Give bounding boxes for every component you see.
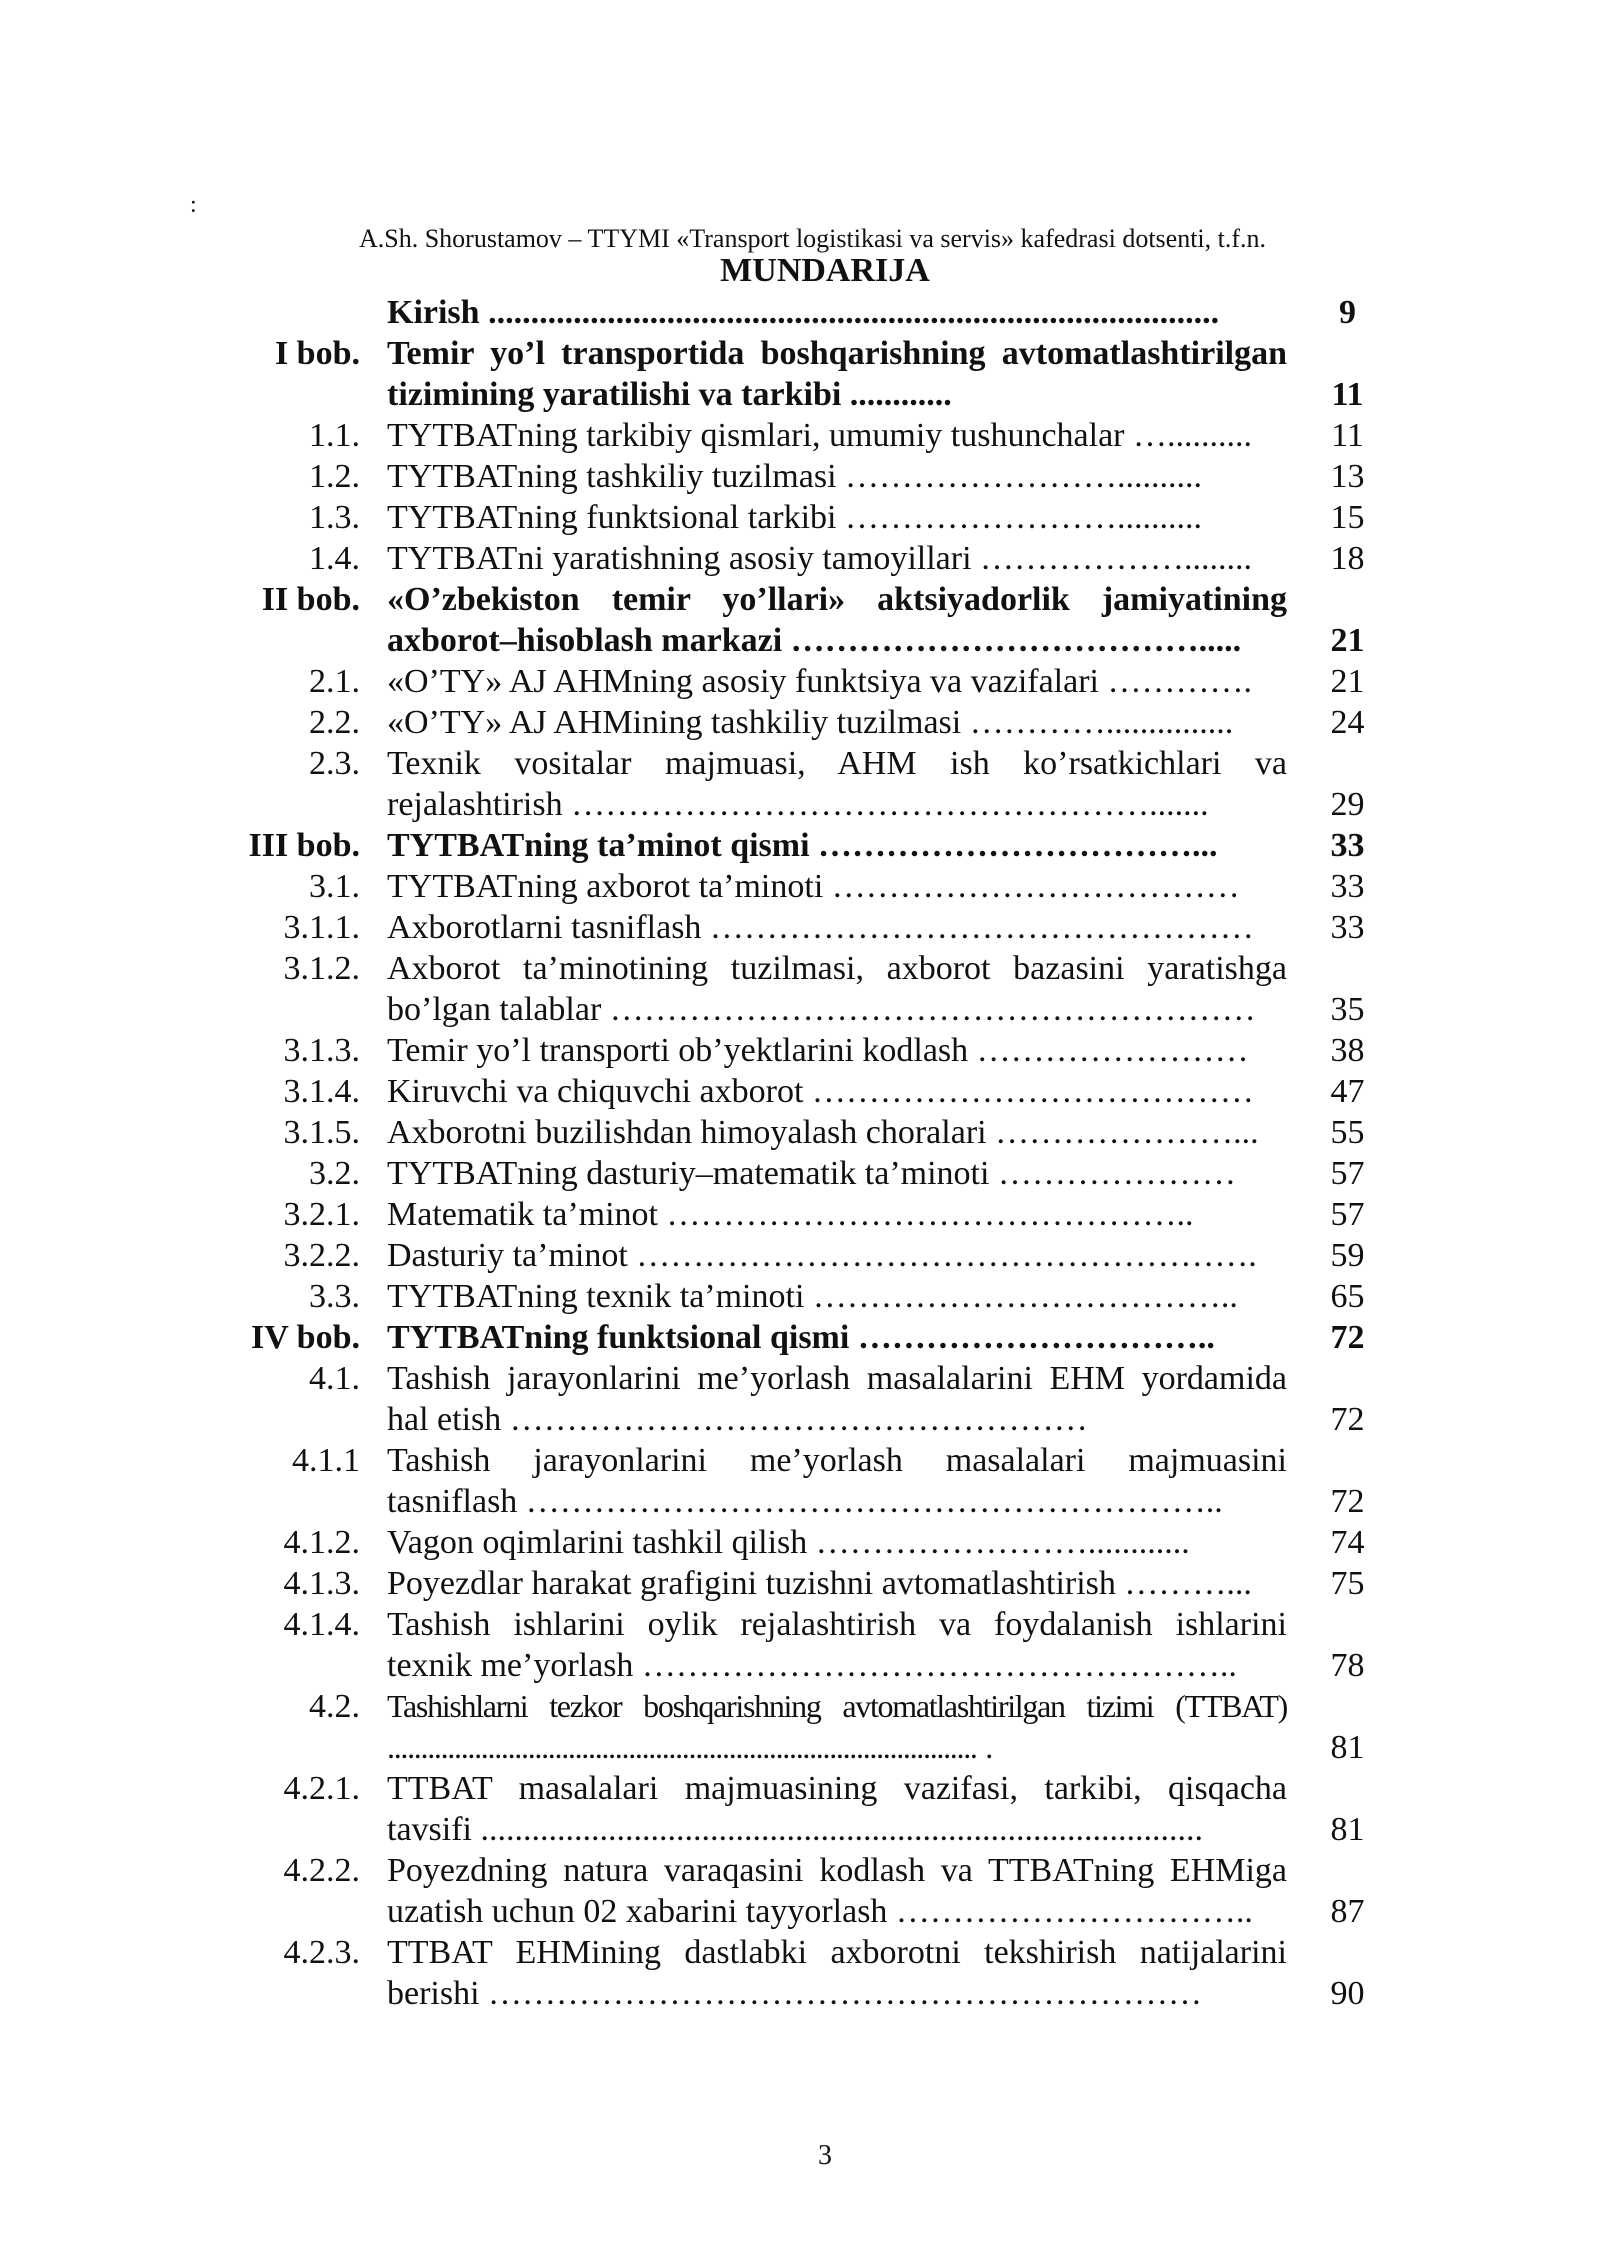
toc-entry-number: 3.2.1. xyxy=(283,1196,360,1233)
toc-entry-number: 4.1.3. xyxy=(283,1565,360,1602)
toc-entry xyxy=(0,1030,1600,1071)
toc-entry xyxy=(0,333,1600,415)
toc-entry xyxy=(0,1153,1600,1194)
toc-entry-page: 33 xyxy=(1330,909,1365,946)
toc-entry-page: 78 xyxy=(1330,1647,1365,1684)
toc-entry-number: 2.2. xyxy=(309,704,360,741)
toc-entry-title: Kiruvchi va chiquvchi axborot ………………………………… xyxy=(387,1073,1254,1110)
toc-entry xyxy=(0,661,1600,702)
toc-entry-title: Vagon oqimlarini tashkil qilish ……………………............ xyxy=(387,1524,1190,1561)
toc-entry xyxy=(0,702,1600,743)
table-of-contents xyxy=(0,292,1600,2014)
toc-entry-page: 72 xyxy=(1330,1483,1365,1520)
toc-entry-title: Tashish jarayonlarini me’yorlash masalalari majmuasini tasniflash …………………………………………………….. xyxy=(387,1442,1287,1520)
toc-entry xyxy=(0,1563,1600,1604)
toc-entry-number: 4.2.1. xyxy=(283,1770,360,1807)
toc-entry-page: 38 xyxy=(1330,1032,1365,1069)
toc-entry-title: TYTBATning dasturiy–matematik ta’minoti ………………… xyxy=(387,1155,1236,1192)
toc-entry-title: TYTBATning tashkiliy tuzilmasi …………………….......... xyxy=(387,458,1203,495)
toc-entry-page: 90 xyxy=(1330,1975,1365,2012)
toc-entry-number: 2.3. xyxy=(309,745,360,782)
toc-entry xyxy=(0,415,1600,456)
toc-entry-page: 9 xyxy=(1339,294,1356,331)
toc-entry xyxy=(0,1440,1600,1522)
toc-entry-page: 35 xyxy=(1330,991,1365,1028)
toc-entry-page: 87 xyxy=(1330,1893,1365,1930)
toc-entry-page: 29 xyxy=(1330,786,1365,823)
toc-entry-page: 81 xyxy=(1330,1811,1365,1848)
toc-entry-page: 33 xyxy=(1330,827,1365,864)
toc-entry-title: TYTBATni yaratishning asosiy tamoyillari ………………........ xyxy=(387,540,1253,577)
toc-entry-page: 33 xyxy=(1330,868,1365,905)
toc-entry-title: Poyezdning natura varaqasini kodlash va TTBATning EHMiga uzatish uchun 02 xabarini tayyorlash ………………………….. xyxy=(387,1852,1287,1930)
toc-entry xyxy=(0,292,1600,333)
toc-entry-page: 57 xyxy=(1330,1196,1365,1233)
toc-entry-number: 4.1.1 xyxy=(292,1442,360,1479)
toc-entry-number: I bob. xyxy=(274,335,360,372)
toc-entry-number: 4.1.4. xyxy=(283,1606,360,1643)
toc-entry xyxy=(0,907,1600,948)
toc-title: MUNDARIJA xyxy=(720,252,930,289)
toc-entry-page: 65 xyxy=(1330,1278,1365,1315)
toc-entry-number: 3.2. xyxy=(309,1155,360,1192)
toc-entry xyxy=(0,948,1600,1030)
toc-entry-number: 1.1. xyxy=(309,417,360,454)
toc-entry xyxy=(0,538,1600,579)
toc-entry xyxy=(0,1358,1600,1440)
toc-entry-number: 3.3. xyxy=(309,1278,360,1315)
toc-entry xyxy=(0,1850,1600,1932)
toc-entry-page: 75 xyxy=(1330,1565,1365,1602)
toc-entry-number: 4.1.2. xyxy=(283,1524,360,1561)
toc-entry-title: «O’zbekiston temir yo’llari» aktsiyadorlik jamiyatining axborot–hisoblash markazi ………………………………..... xyxy=(387,581,1287,659)
toc-entry-title: «O’TY» AJ AHMning asosiy funktsiya va vazifalari …………. xyxy=(387,663,1252,700)
toc-entry-title: TYTBATning funktsional tarkibi …………………….......... xyxy=(387,499,1203,536)
toc-entry-page: 59 xyxy=(1330,1237,1365,1274)
toc-entry-page: 18 xyxy=(1330,540,1365,577)
toc-entry-number: 4.2.2. xyxy=(283,1852,360,1889)
toc-entry-title: «O’TY» AJ AHMining tashkiliy tuzilmasi …………............... xyxy=(387,704,1234,741)
toc-entry-title: Tashish jarayonlarini me’yorlash masalalarini EHM yordamida hal etish …………………………………………… xyxy=(387,1360,1287,1438)
toc-entry-page: 72 xyxy=(1330,1319,1365,1356)
toc-entry-page: 57 xyxy=(1330,1155,1365,1192)
toc-entry-page: 21 xyxy=(1330,663,1365,700)
toc-entry-title: Temir yo’l transportida boshqarishning avtomatlashtirilgan tizimining yaratilishi va tarkibi ............ xyxy=(387,335,1287,413)
toc-entry-title: Axborot ta’minotining tuzilmasi, axborot bazasini yaratishga bo’lgan talablar ………………………………………………… xyxy=(387,950,1287,1028)
toc-entry-page: 13 xyxy=(1330,458,1365,495)
toc-entry-title: TTBAT EHMining dastlabki axborotni tekshirish natijalarini berishi ……………………………………………………… xyxy=(387,1934,1287,2012)
toc-entry-title: TYTBATning funktsional qismi ………………………….. xyxy=(387,1319,1215,1356)
toc-entry-number: 2.1. xyxy=(309,663,360,700)
toc-entry-number: 3.1.1. xyxy=(283,909,360,946)
toc-entry xyxy=(0,1522,1600,1563)
toc-entry xyxy=(0,1317,1600,1358)
toc-entry-page: 74 xyxy=(1330,1524,1365,1561)
toc-entry xyxy=(0,1932,1600,2014)
toc-entry-title: Tashish ishlarini oylik rejalashtirish va foydalanish ishlarini texnik me’yorlash …………………………………………….. xyxy=(387,1606,1287,1684)
page-number: 3 xyxy=(818,2140,832,2171)
toc-entry xyxy=(0,456,1600,497)
toc-entry-page: 11 xyxy=(1331,417,1364,454)
toc-entry-number: 4.1. xyxy=(309,1360,360,1397)
toc-entry-page: 21 xyxy=(1330,622,1365,659)
toc-entry xyxy=(0,743,1600,825)
toc-entry-page: 24 xyxy=(1330,704,1365,741)
author-line: A.Sh. Shorustamov – TTYMI «Transport logistikasi va servis» kafedrasi dotsenti, t.f.n. xyxy=(358,224,1267,253)
toc-entry-number: II bob. xyxy=(261,581,360,618)
toc-entry-title: Temir yo’l transporti ob’yektlarini kodlash …………………… xyxy=(387,1032,1249,1069)
toc-entry-page: 11 xyxy=(1331,376,1364,413)
toc-entry-number: 4.2.3. xyxy=(283,1934,360,1971)
toc-entry-number: 4.2. xyxy=(309,1688,360,1725)
toc-entry xyxy=(0,1071,1600,1112)
toc-entry-title: Axborotlarni tasniflash ………………………………………… xyxy=(387,909,1254,946)
toc-entry xyxy=(0,825,1600,866)
toc-entry-number: 1.2. xyxy=(309,458,360,495)
toc-entry-number: 1.4. xyxy=(309,540,360,577)
toc-entry-page: 81 xyxy=(1330,1729,1365,1766)
toc-entry-title: Kirish ...................................................................................... xyxy=(387,294,1220,331)
toc-entry xyxy=(0,1604,1600,1686)
toc-entry xyxy=(0,1686,1600,1768)
corner-mark: : xyxy=(190,192,197,218)
toc-entry-page: 55 xyxy=(1330,1114,1365,1151)
toc-entry-number: 3.1.5. xyxy=(283,1114,360,1151)
toc-entry xyxy=(0,866,1600,907)
toc-entry-title: Dasturiy ta’minot ………………………………………………. xyxy=(387,1237,1257,1274)
toc-entry xyxy=(0,1768,1600,1850)
toc-entry-number: 3.1.3. xyxy=(283,1032,360,1069)
toc-entry-number: 3.1.4. xyxy=(283,1073,360,1110)
toc-entry-title: Axborotni buzilishdan himoyalash choralari …………………... xyxy=(387,1114,1259,1151)
toc-entry-title: TTBAT masalalari majmuasining vazifasi, tarkibi, qisqacha tavsifi ..................................................................................... xyxy=(387,1770,1287,1848)
toc-entry-title: Tashishlarni tezkor boshqarishning avtomatlashtirilgan tizimi (TTBAT) ........................................................................................ . xyxy=(387,1688,1287,1765)
toc-entry-number: 3.1.2. xyxy=(283,950,360,987)
toc-entry-title: Matematik ta’minot ……………………………………….. xyxy=(387,1196,1194,1233)
toc-entry-title: TYTBATning ta’minot qismi ……………………………... xyxy=(387,827,1218,864)
toc-entry-number: 3.2.2. xyxy=(283,1237,360,1274)
toc-entry-number: 3.1. xyxy=(309,868,360,905)
toc-entry-title: TYTBATning texnik ta’minoti ……………………………….. xyxy=(387,1278,1238,1315)
toc-entry-number: III bob. xyxy=(248,827,360,864)
toc-entry xyxy=(0,497,1600,538)
toc-entry xyxy=(0,1112,1600,1153)
toc-entry-page: 15 xyxy=(1330,499,1365,536)
toc-entry-page: 72 xyxy=(1330,1401,1365,1438)
toc-entry-title: Texnik vositalar majmuasi, AHM ish ko’rsatkichlari va rejalashtirish ……………………………………………....... xyxy=(387,745,1287,823)
toc-entry-title: Poyezdlar harakat grafigini tuzishni avtomatlashtirish ………... xyxy=(387,1565,1252,1602)
toc-entry-number: IV bob. xyxy=(251,1319,360,1356)
toc-entry xyxy=(0,579,1600,661)
toc-entry xyxy=(0,1276,1600,1317)
toc-entry-title: TYTBATning axborot ta’minoti ……………………………… xyxy=(387,868,1240,905)
toc-entry-title: TYTBATning tarkibiy qismlari, umumiy tushunchalar ….......... xyxy=(387,417,1253,454)
toc-entry-page: 47 xyxy=(1330,1073,1365,1110)
toc-entry xyxy=(0,1235,1600,1276)
toc-entry xyxy=(0,1194,1600,1235)
toc-entry-number: 1.3. xyxy=(309,499,360,536)
